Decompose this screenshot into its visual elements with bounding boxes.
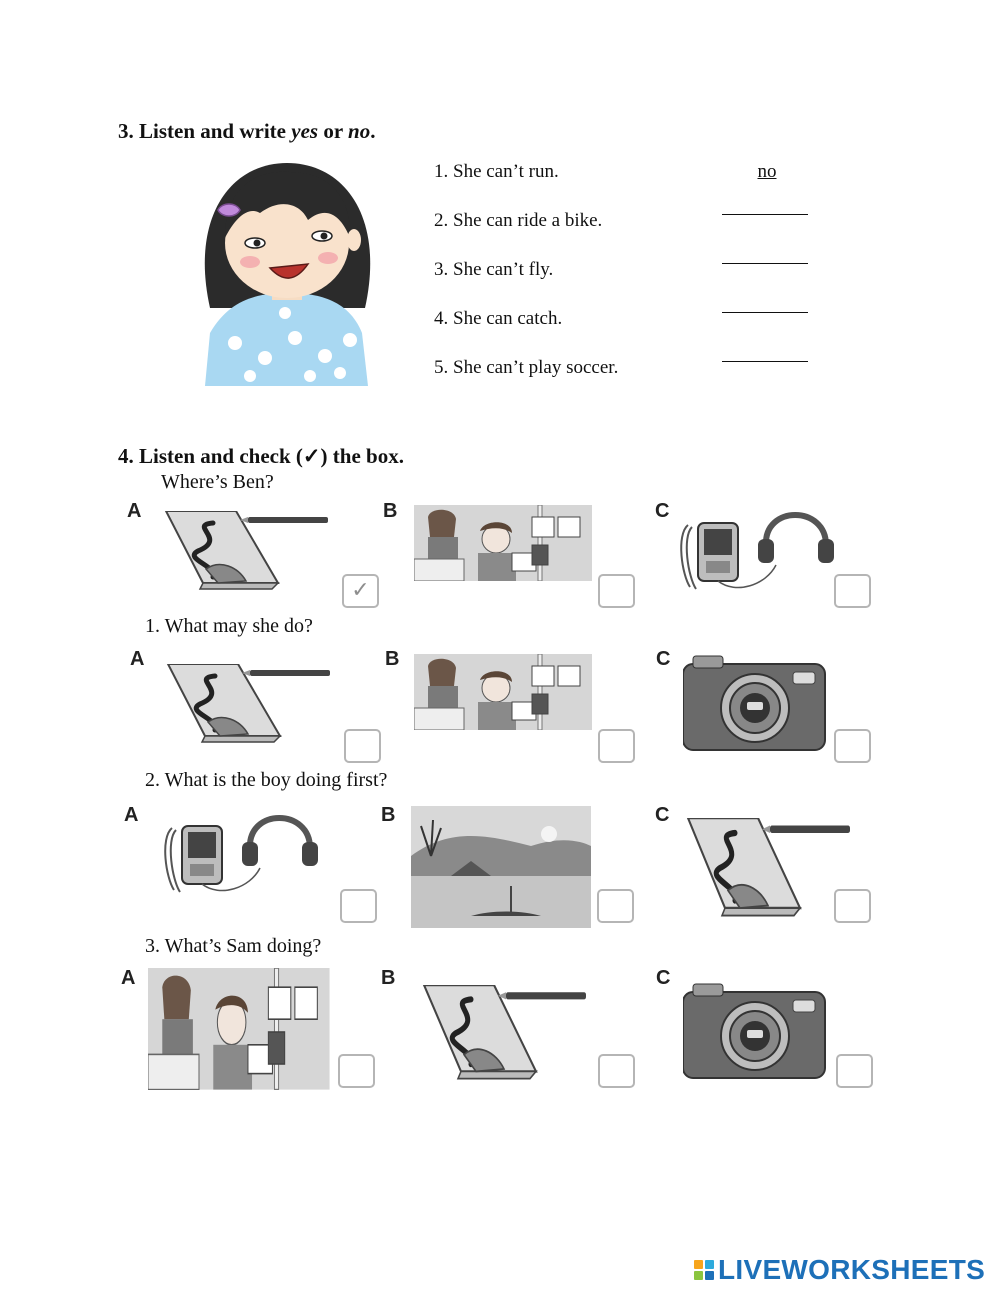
option-letter-c: C	[655, 500, 670, 522]
question-1: 1. What may she do?	[145, 615, 313, 637]
answer-3[interactable]	[722, 259, 812, 264]
camera-picture	[683, 982, 829, 1086]
logo-text: LIVEWORKSHEETS	[718, 1254, 986, 1285]
q3-checkbox-a[interactable]	[338, 1054, 375, 1088]
example-checkbox-a[interactable]	[342, 574, 379, 608]
camera-picture	[683, 654, 828, 754]
section-3-title: 3. Listen and write yes or no.	[118, 119, 376, 143]
q2-checkbox-c[interactable]	[834, 889, 871, 923]
shop-picture	[148, 968, 330, 1090]
liveworksheets-logo[interactable]	[694, 1254, 985, 1286]
logo-grid-icon	[694, 1260, 714, 1280]
option-letter-b: B	[385, 648, 400, 670]
statement-3: 3. She can’t fly.	[434, 259, 554, 280]
statement-2: 2. She can ride a bike.	[434, 210, 603, 231]
drawing-picture	[416, 985, 591, 1085]
q2-checkbox-a[interactable]	[340, 889, 377, 923]
landscape-painting-picture	[411, 806, 591, 928]
drawing-picture	[158, 511, 333, 593]
music-player-picture	[160, 808, 325, 908]
q3-checkbox-c[interactable]	[836, 1054, 873, 1088]
girl-illustration	[190, 158, 385, 388]
q1-checkbox-c[interactable]	[834, 729, 871, 763]
answer-1[interactable]: no	[757, 161, 777, 182]
drawing-picture	[160, 664, 335, 746]
example-question: Where’s Ben?	[161, 471, 274, 493]
music-player-picture	[676, 505, 841, 605]
option-letter-a: A	[127, 500, 142, 522]
statement-1: 1. She can’t run.	[434, 161, 559, 182]
option-letter-a: A	[121, 967, 136, 989]
question-3: 3. What’s Sam doing?	[145, 935, 322, 957]
q3-checkbox-b[interactable]	[598, 1054, 635, 1088]
check-mark-icon: ✓	[351, 578, 370, 603]
example-checkbox-c[interactable]	[834, 574, 871, 608]
q1-checkbox-a[interactable]	[344, 729, 381, 763]
statement-4: 4. She can catch.	[434, 308, 563, 329]
statement-5: 5. She can’t play soccer.	[434, 357, 619, 378]
option-letter-c: C	[656, 648, 671, 670]
answer-4[interactable]	[722, 308, 812, 313]
example-checkbox-b[interactable]	[598, 574, 635, 608]
drawing-picture	[680, 818, 855, 918]
option-letter-c: C	[656, 967, 671, 989]
option-letter-b: B	[381, 804, 396, 826]
answer-2[interactable]	[722, 210, 812, 215]
option-letter-a: A	[130, 648, 145, 670]
shop-picture	[414, 654, 592, 730]
q1-checkbox-b[interactable]	[598, 729, 635, 763]
q2-checkbox-b[interactable]	[597, 889, 634, 923]
question-2: 2. What is the boy doing first?	[145, 769, 388, 791]
section-4-title: 4. Listen and check (✓) the box.	[118, 444, 404, 468]
option-letter-b: B	[383, 500, 398, 522]
shop-picture	[414, 505, 592, 581]
option-letter-b: B	[381, 967, 396, 989]
answer-5[interactable]	[722, 357, 812, 362]
option-letter-a: A	[124, 804, 139, 826]
option-letter-c: C	[655, 804, 670, 826]
